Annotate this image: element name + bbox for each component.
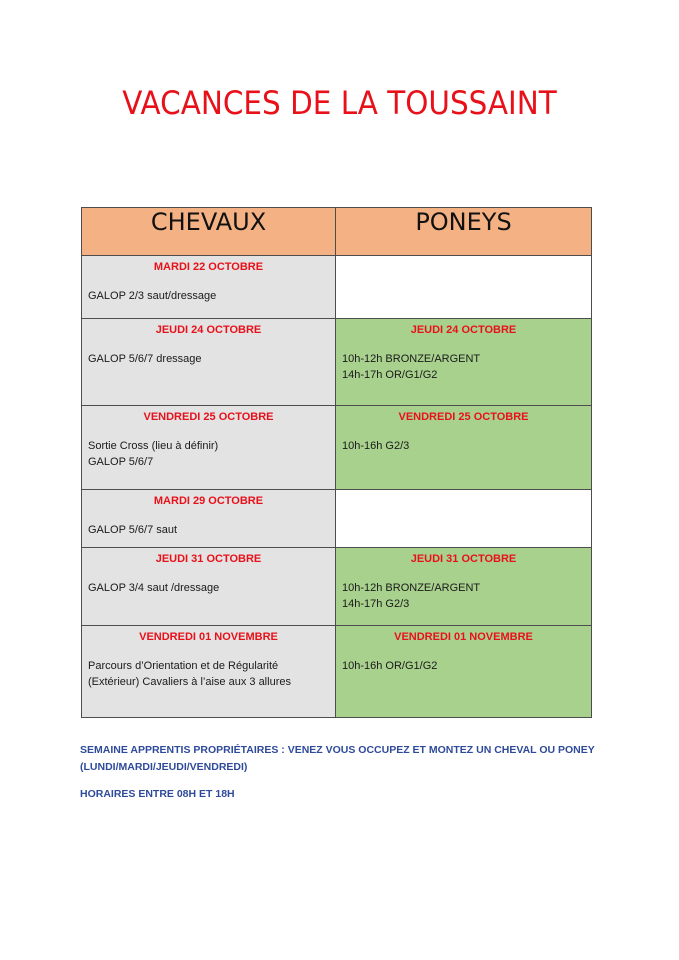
session-details: [88, 438, 335, 470]
session-date: MARDI 29 OCTOBRE: [153, 495, 264, 507]
session-line: GALOP 3/4 saut /dressage: [88, 582, 220, 594]
schedule-row: [82, 490, 592, 548]
session-date: MARDI 22 OCTOBRE: [153, 261, 264, 273]
horse-cell: [82, 548, 336, 626]
session-date: VENDREDI 01 NOVEMBRE: [394, 631, 533, 643]
column-header-ponies: PONEYS: [336, 208, 592, 256]
session-date: JEUDI 24 OCTOBRE: [155, 324, 262, 336]
schedule-row: [82, 626, 592, 718]
session-line: 10h-16h OR/G1/G2: [342, 660, 438, 672]
session-line: GALOP 5/6/7: [88, 456, 154, 468]
pony-cell: [336, 548, 592, 626]
pony-cell: [336, 490, 592, 548]
session-line: GALOP 2/3 saut/dressage: [88, 290, 217, 302]
schedule-row: [82, 406, 592, 490]
session-details: [342, 351, 591, 383]
page-title: VACANCES DE LA TOUSSAINT: [122, 84, 557, 122]
pony-cell: [336, 319, 592, 406]
session-line: 10h-12h BRONZE/ARGENT: [342, 582, 481, 594]
schedule-row: [82, 256, 592, 319]
pony-cell: [336, 626, 592, 718]
session-details: [88, 351, 335, 367]
session-details: [342, 580, 591, 612]
session-details: [88, 288, 335, 304]
session-details: [88, 522, 335, 538]
schedule-table: [81, 207, 592, 718]
horse-cell: [82, 256, 336, 319]
session-line: (Extérieur) Cavaliers à l’aise aux 3 allures: [88, 676, 291, 688]
session-date: VENDREDI 01 NOVEMBRE: [139, 631, 278, 643]
session-details: [88, 658, 335, 690]
header-row: [82, 208, 592, 256]
footer-hours: HORAIRES ENTRE 08H ET 18H: [80, 788, 235, 800]
session-date: VENDREDI 25 OCTOBRE: [143, 411, 274, 423]
session-line: 14h-17h G2/3: [342, 598, 410, 610]
session-line: 10h-16h G2/3: [342, 440, 410, 452]
footer-line-1: SEMAINE APPRENTIS PROPRIÉTAIRES : VENEZ VOUS OCCUPEZ ET MONTEZ UN CHEVAL OU PONEY: [80, 744, 595, 756]
horse-cell: [82, 490, 336, 548]
footer-line-2: (LUNDI/MARDI/JEUDI/VENDREDI): [80, 761, 248, 773]
session-line: Sortie Cross (lieu à définir): [88, 440, 219, 452]
horse-cell: [82, 406, 336, 490]
session-line: 10h-12h BRONZE/ARGENT: [342, 353, 481, 365]
session-details: [88, 580, 335, 596]
horse-cell: [82, 626, 336, 718]
session-details: [342, 438, 591, 454]
schedule-row: [82, 548, 592, 626]
session-date: VENDREDI 25 OCTOBRE: [398, 411, 529, 423]
horse-cell: [82, 319, 336, 406]
session-date: JEUDI 31 OCTOBRE: [410, 553, 517, 565]
pony-cell: [336, 406, 592, 490]
pony-cell: [336, 256, 592, 319]
footer-notice: [80, 742, 595, 776]
session-details: [342, 658, 591, 674]
schedule-row: [82, 319, 592, 406]
session-line: 14h-17h OR/G1/G2: [342, 369, 438, 381]
session-date: JEUDI 31 OCTOBRE: [155, 553, 262, 565]
session-line: GALOP 5/6/7 dressage: [88, 353, 202, 365]
session-line: Parcours d’Orientation et de Régularité: [88, 660, 279, 672]
session-date: JEUDI 24 OCTOBRE: [410, 324, 517, 336]
session-line: GALOP 5/6/7 saut: [88, 524, 178, 536]
column-header-horses: CHEVAUX: [82, 208, 336, 256]
